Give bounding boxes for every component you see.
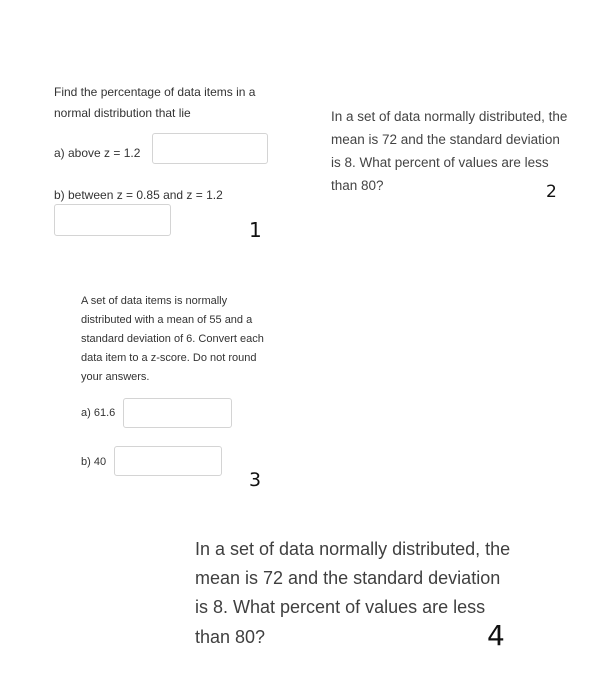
problem-3-part-a-label: a) 61.6 [81, 407, 116, 419]
problem-2-prompt-line-3: is 8. What percent of values are less [331, 155, 549, 170]
problem-4-prompt-line-2: mean is 72 and the standard deviation [195, 568, 501, 588]
problem-3-prompt-line-5: your answers. [81, 371, 150, 383]
problem-1-part-b-label: b) between z = 0.85 and z = 1.2 [54, 188, 223, 202]
problem-1-prompt-line-2: normal distribution that lie [54, 106, 191, 120]
problem-1-prompt-line-1: Find the percentage of data items in a [54, 85, 256, 99]
problem-4-prompt-line-1: In a set of data normally distributed, the [195, 539, 511, 559]
problem-4-prompt-line-3: is 8. What percent of values are less [195, 597, 486, 617]
problem-3-prompt-line-1: A set of data items is normally [81, 295, 228, 307]
problem-3-part-b-label: b) 40 [81, 456, 107, 468]
problem-4-number: 4 [487, 619, 505, 652]
problem-1-part-a-answer-input[interactable] [152, 133, 268, 164]
problem-3-number: 3 [249, 469, 262, 491]
problem-3-part-b-answer-input[interactable] [114, 446, 222, 476]
problem-2-prompt-line-2: mean is 72 and the standard deviation [331, 132, 560, 147]
problem-3-part-a-answer-input[interactable] [123, 398, 232, 428]
problem-2-number: 2 [546, 182, 557, 202]
problem-1-part-b-answer-input[interactable] [54, 204, 171, 236]
problem-2-prompt-line-1: In a set of data normally distributed, the [331, 109, 568, 124]
problem-3-prompt-line-2: distributed with a mean of 55 and a [81, 314, 253, 326]
problem-3-prompt-line-4: data item to a z-score. Do not round [81, 352, 257, 364]
problem-2-prompt-line-4: than 80? [331, 178, 384, 193]
problem-1-number: 1 [249, 218, 262, 242]
problem-4-prompt-line-4: than 80? [195, 627, 266, 647]
problem-1-part-a-label: a) above z = 1.2 [54, 146, 141, 160]
problem-3-prompt-line-3: standard deviation of 6. Convert each [81, 333, 264, 345]
